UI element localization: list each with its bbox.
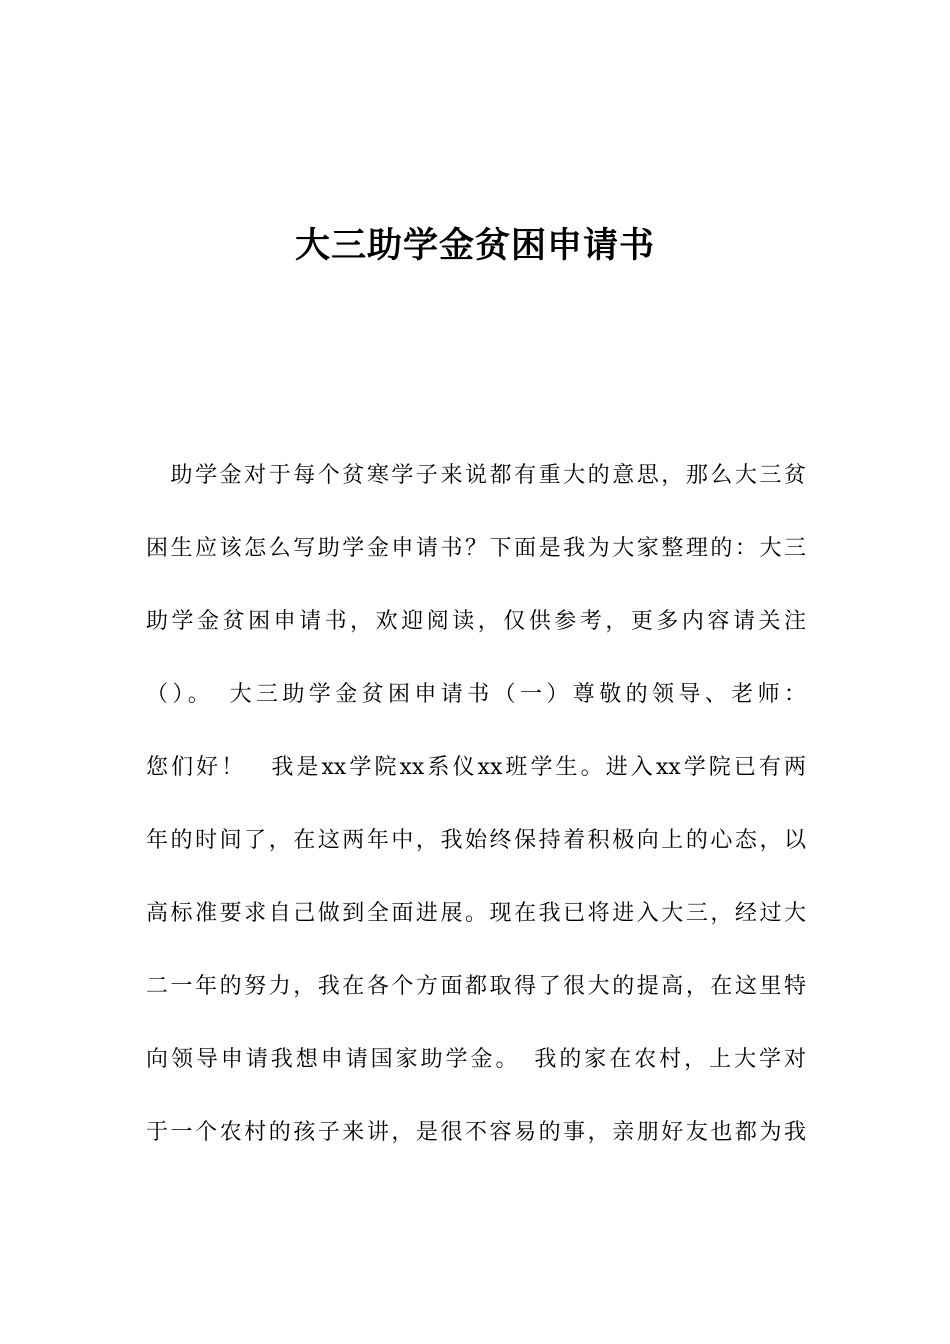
body-line: 于一个农村的孩子来讲，是很不容易的事，亲朋好友也都为我: [146, 1120, 806, 1145]
body-line: 年的时间了，在这两年中，我始终保持着积极向上的心态，以: [146, 828, 806, 853]
body-line: 您们好！ 我是xx学院xx系仪xx班学生。进入xx学院已有两: [146, 755, 806, 780]
document-title: 大三助学金贫困申请书: [294, 226, 655, 266]
body-line: 助学金贫困申请书，欢迎阅读，仅供参考，更多内容请关注: [146, 609, 806, 634]
body-line: 二一年的努力，我在各个方面都取得了很大的提高，在这里特: [146, 974, 806, 999]
body-line: 困生应该怎么写助学金申请书？下面是我为大家整理的：大三: [146, 536, 806, 561]
body-line: 助学金对于每个贫寒学子来说都有重大的意思，那么大三贫: [146, 463, 806, 488]
body-line: 向领导申请我想申请国家助学金。 我的家在农村，上大学对: [146, 1047, 806, 1072]
document-body: [146, 452, 806, 1182]
body-line: 高标准要求自己做到全面进展。现在我已将进入大三，经过大: [146, 901, 806, 926]
body-line: （）。 大三助学金贫困申请书（一）尊敬的领导、老师：: [146, 682, 806, 707]
